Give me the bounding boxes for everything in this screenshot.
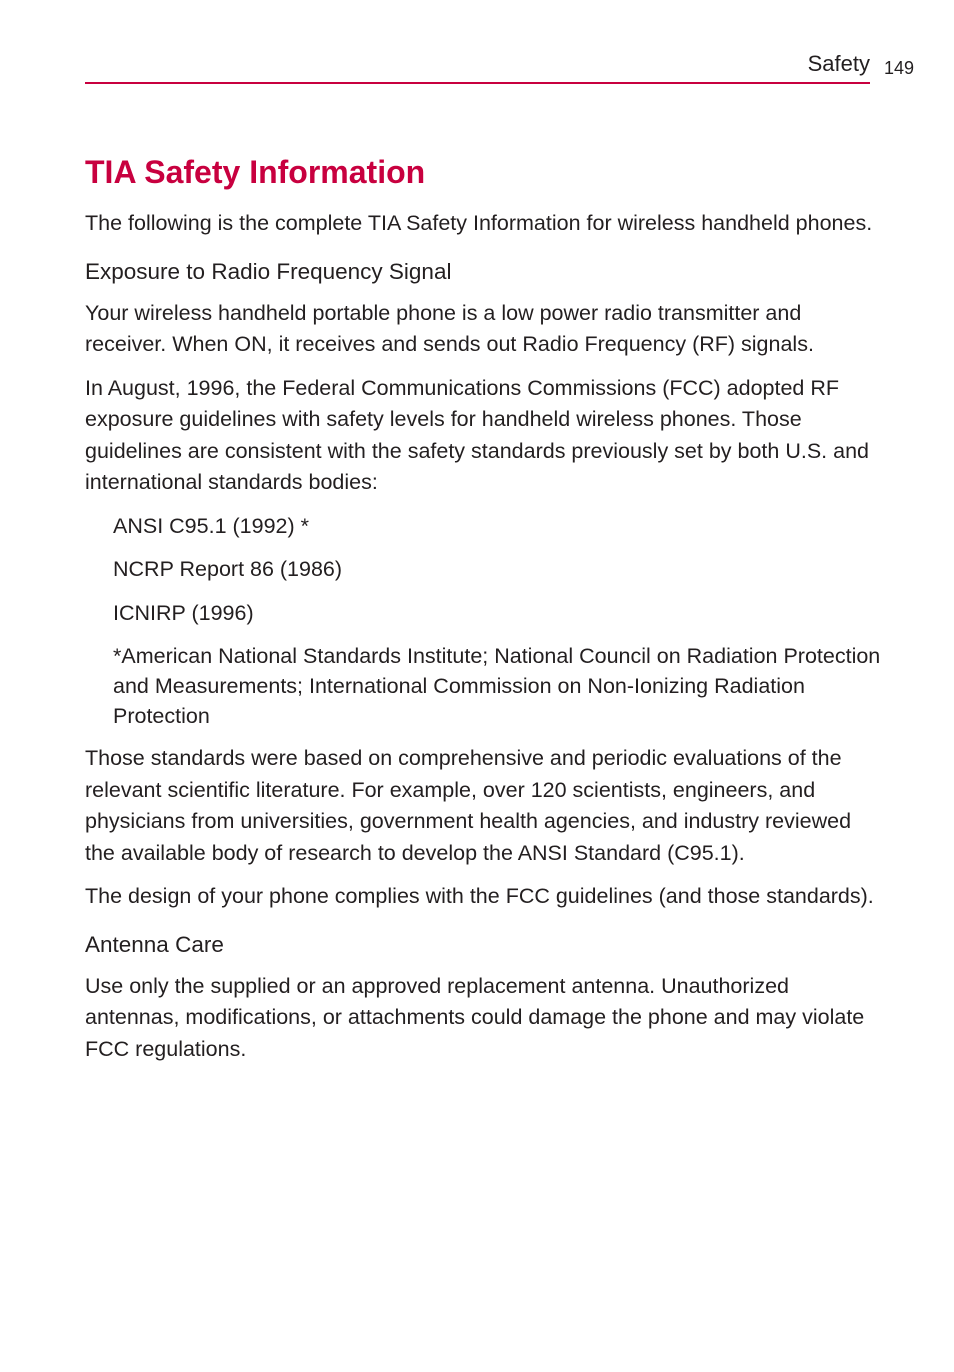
exposure-paragraph-4: The design of your phone complies with the FCC guidelines (and those standards). [85, 884, 874, 908]
exposure-paragraph-1: Your wireless handheld portable phone is a low power radio transmitter and receiver. When ON, it receives and sends out Radio Frequency (RF) signals. [85, 300, 814, 356]
page-number: 149 [884, 58, 915, 78]
exposure-paragraph-2: In August, 1996, the Federal Communications Commissions (FCC) adopted RF exposure guidelines with safety levels for handheld wireless phones. Those guidelines are consistent with the safety standards previously set by both U.S. and international standards bodies: [85, 375, 869, 494]
exposure-heading: Exposure to Radio Frequency Signal [85, 258, 452, 284]
standard-item: ICNIRP (1996) [113, 600, 254, 625]
standard-item: NCRP Report 86 (1986) [113, 557, 343, 581]
standards-footnote: *American National Standards Institute; National Council on Radiation Protection and Measurements; International Commission on Non-Ionizing Radiation Protection [113, 644, 881, 728]
antenna-heading: Antenna Care [85, 931, 224, 957]
page-header [85, 48, 870, 84]
exposure-paragraph-3: Those standards were based on comprehensive and periodic evaluations of the relevant scientific literature. For example, over 120 scientists, engineers, and physicians from universities, government health agencies, and industry reviewed the available body of research to develop the ANSI Standard (C95.1). [85, 746, 852, 865]
antenna-paragraph: Use only the supplied or an approved replacement antenna. Unauthorized antennas, modifications, or attachments could damage the phone and may violate FCC regulations. [85, 973, 865, 1061]
intro-paragraph: The following is the complete TIA Safety Information for wireless handheld phones. [85, 211, 873, 235]
page-content [85, 150, 885, 1077]
section-name: Safety [807, 51, 870, 76]
page-title: TIA Safety Information [85, 154, 426, 190]
standard-item: ANSI C95.1 (1992) * [113, 513, 309, 538]
